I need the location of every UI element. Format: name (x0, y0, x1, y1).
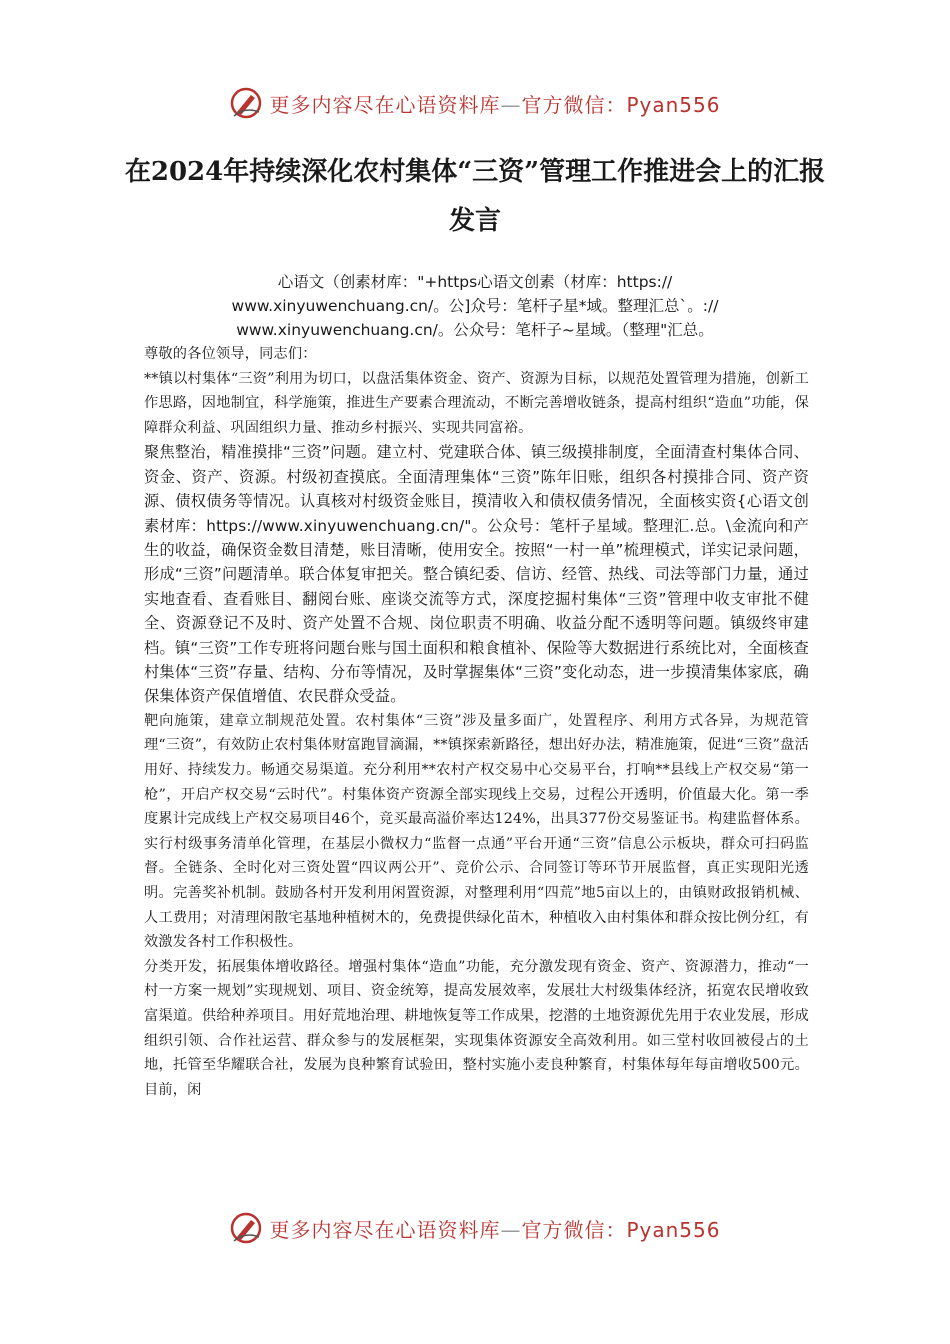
source-line: www.xinyuwenchuang.cn/。公]众号：笔杆子星*域。整理汇总`。:// (231, 297, 719, 315)
pen-logo-icon (229, 86, 263, 120)
paragraph-intro: **镇以村集体“三资”利用为切口，以盘活集体资金、资产、资源为目标，以规范处置管理为措施，创新工作思路，因地制宜，科学施策，推进生产要素合理流动，不断完善增收链条，提高村组织“造血”功能，保障群众利益、巩固组织力量、推动乡村振兴、实现共同富裕。 (144, 370, 809, 436)
banner-separator: — (500, 1217, 522, 1242)
banner-wechat-text: 官方微信：Pyan556 (521, 1217, 721, 1242)
paragraph-classified-development: 分类开发，拓展集体增收路径。增强村集体“造血”功能，充分激发现有资金、资产、资源潜力，推动“一村一方案一规划”实现规划、项目、资金统筹，提高发展效率，发展壮大村级集体经济，拓宽农民增收致富渠道。供给种养项目。用好荒地治理、耕地恢复等工作成果，挖潜的土地资源优先用于农业发展，形成组织引领、合作社运营、群众参与的发展框架，实现集体资源安全高效利用。如三堂村收回被侵占的土地，托管至华耀联合社，发展为良种繁育试验田，整村实施小麦良种繁育，村集体每年每亩增收500元。目前，闲 (144, 958, 809, 1098)
banner-wechat-text: 官方微信：Pyan556 (521, 92, 721, 117)
source-line: www.xinyuwenchuang.cn/。公众号：笔杆子~星域。（整理"汇总。 (236, 321, 714, 339)
banner-text (269, 89, 720, 118)
page-title: 在2024年持续深化农村集体“三资”管理工作推进会上的汇报发言 (124, 157, 826, 236)
banner-text (269, 1214, 720, 1243)
footer-banner (0, 1205, 950, 1251)
banner-library-text: 更多内容尽在心语资料库 (269, 92, 501, 117)
document-body (144, 342, 809, 1102)
source-attribution (170, 270, 780, 342)
banner-library-text: 更多内容尽在心语资料库 (269, 1217, 501, 1242)
paragraph-targeted-measures: 靶向施策，建章立制规范处置。农村集体“三资”涉及量多面广，处置程序、利用方式各异，为规范管理“三资”，有效防止农村集体财富跑冒滴漏，**镇探索新路径，想出好办法，精准施策，促进“三资”盘活用好、持续发力。畅通交易渠道。充分利用**农村产权交易中心交易平台，打响**县线上产权交易“第一枪”，开启产权交易“云时代”。村集体资产资源全部实现线上交易，过程公开透明，价值最大化。第一季度累计完成线上产权交易项目46个，竞买最高溢价率达124%，出具377份交易鉴证书。构建监督体系。实行村级事务清单化管理，在基层小微权力“监督一点通”平台开通“三资”信息公示板块，群众可扫码监督。全链条、全时化对三资处置“四议两公开”、竞价公示、合同签订等环节开展监督，真正实现阳光透明。完善奖补机制。鼓励各村开发利用闲置资源，对整理利用“四荒”地5亩以上的，由镇财政报销机械、人工费用；对清理闲散宅基地种植树木的，免费提供绿化苗木，种植收入由村集体和群众按比例分红，有效激发各村工作积极性。 (144, 712, 809, 951)
source-line: 心语文（创素材库："+https心语文创素（材库：https:// (277, 273, 673, 291)
header-banner (0, 80, 950, 126)
salutation: 尊敬的各位领导，同志们： (144, 346, 317, 362)
banner-separator: — (500, 92, 522, 117)
paragraph-focus-rectification: 聚焦整治，精准摸排“三资”问题。建立村、党建联合体、镇三级摸排制度，全面清查村集体合同、资金、资产、资源。村级初查摸底。全面清理集体“三资”陈年旧账，组织各村摸排合同、资产资源、债权债务等情况。认真核对村级资金账目，摸清收入和债权债务情况，全面核实资{心语文创素材库：https://www.xinyuwenchuang.cn/"。公众号：笔杆子星域。整理汇.总。\金流向和产生的收益，确保资金数目清楚，账目清晰，使用安全。按照“一村一单”梳理模式，详实记录问题，形成“三资”问题清单。联合体复审把关。整合镇纪委、信访、经管、热线、司法等部门力量，通过实地查看、查看账目、翻阅台账、座谈交流等方式，深度挖掘村集体“三资”管理中收支审批不健全、资源登记不及时、资产处置不合规、岗位职责不明确、收益分配不透明等问题。镇级终审建档。镇“三资”工作专班将问题台账与国土面积和粮食植补、保险等大数据进行系统比对，全面核查村集体“三资”存量、结构、分布等情况，及时掌握集体“三资”变化动态，进一步摸清集体家底，确保集体资产保值增值、农民群众受益。 (144, 443, 809, 706)
pen-logo-icon (229, 1211, 263, 1245)
